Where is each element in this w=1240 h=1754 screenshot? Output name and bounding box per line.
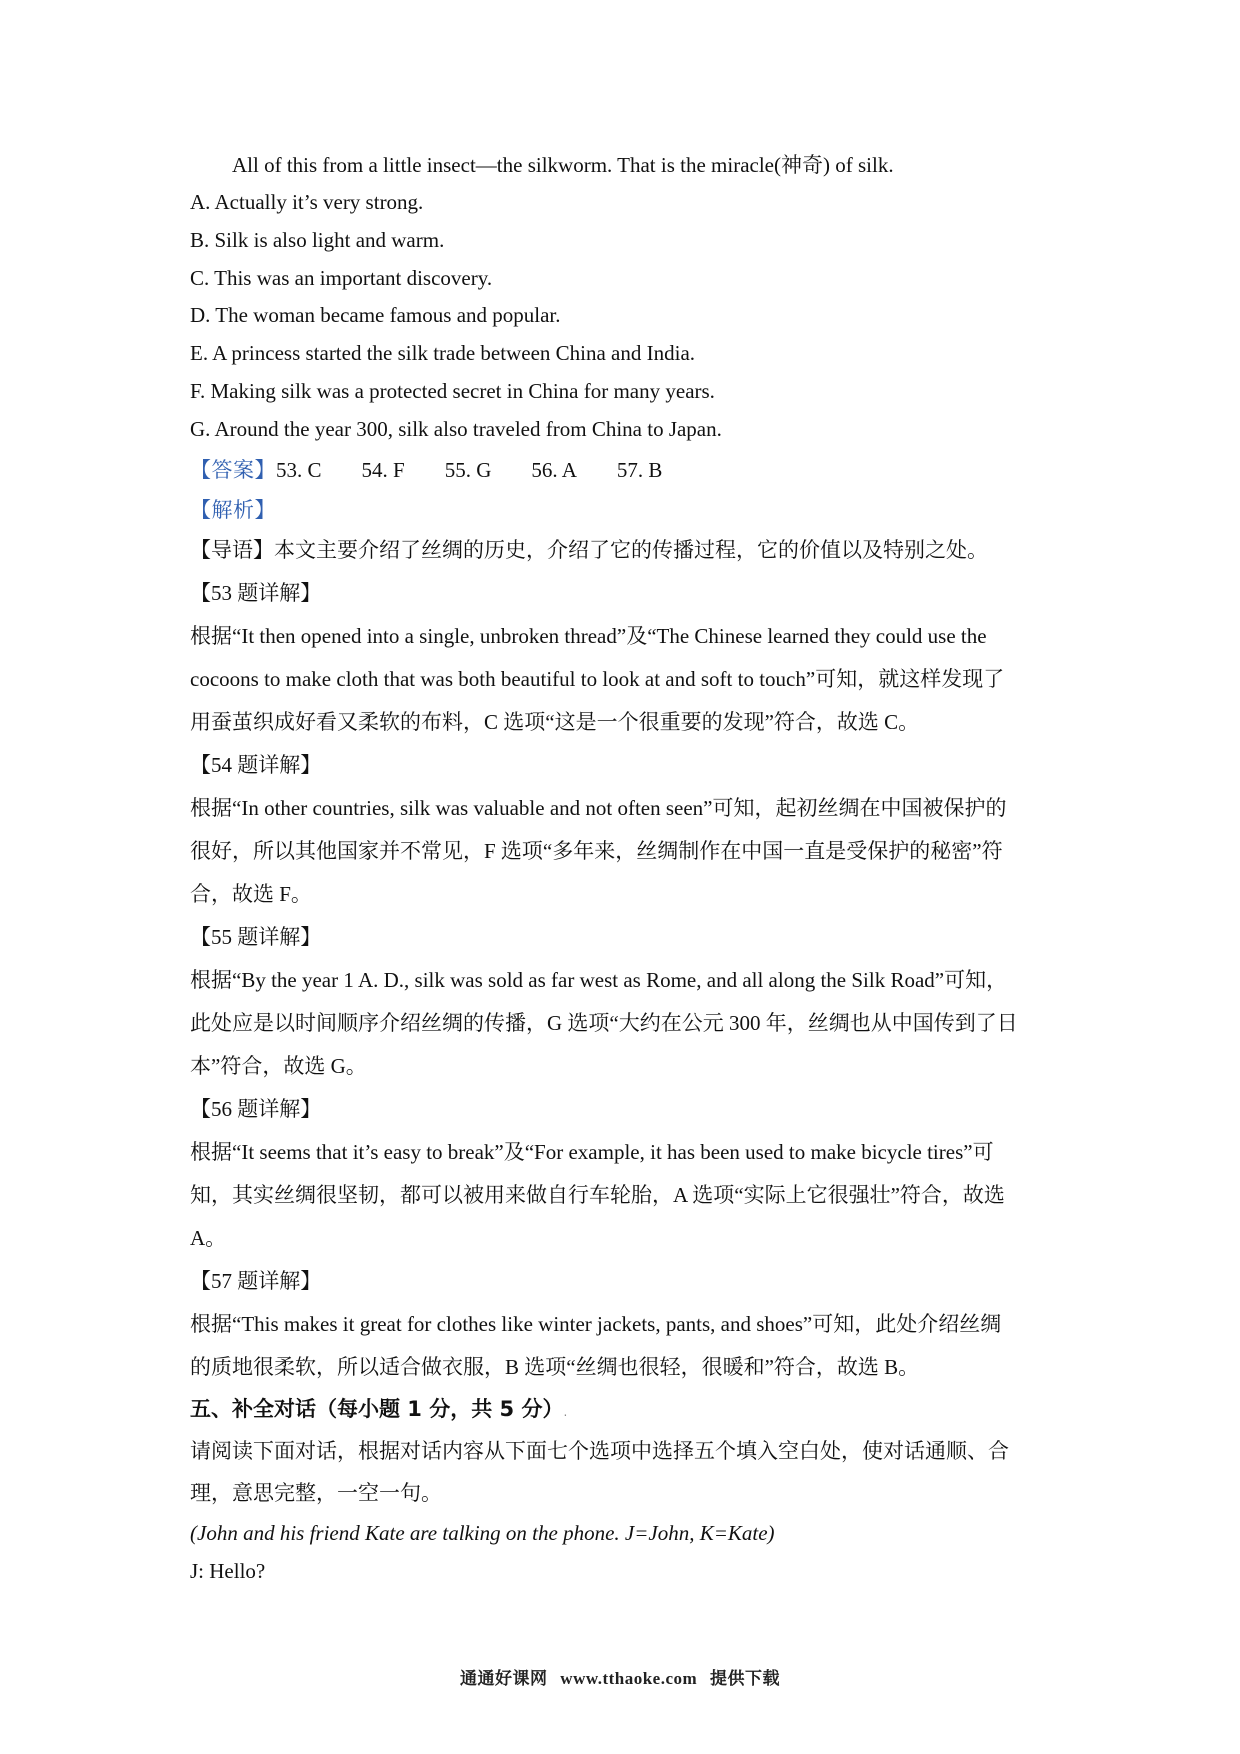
option-c: C. This was an important discovery.: [190, 265, 493, 290]
detail-text: 很好，所以其他国家并不常见，F 选项“多年来，丝绸制作在中国一直是受保护的秘密”符: [190, 838, 1003, 863]
detail-heading: 【53 题详解】: [190, 580, 322, 605]
footer-site: 通通好课网: [459, 1669, 548, 1689]
footer-url: www.tthaoke.com: [560, 1669, 698, 1688]
options-list: [190, 184, 1060, 449]
detail-text: 根据“It then opened into a single, unbroken thread”及“The Chinese learned they could use the: [190, 623, 987, 648]
section-title: [190, 1391, 1060, 1430]
detail-54: [190, 744, 1060, 916]
detail-text: 此处应是以时间顺序介绍丝绸的传播，G 选项“大约在公元 300 年，丝绸也从中国传到了日: [190, 1010, 1018, 1035]
guide-text: 【导语】本文主要介绍了丝绸的历史，介绍了它的传播过程，它的价值以及特别之处。: [190, 537, 988, 562]
option-b: B. Silk is also light and warm.: [190, 227, 445, 252]
detail-heading: 【57 题详解】: [190, 1268, 322, 1293]
section-title-dot: .: [563, 1404, 568, 1419]
passage-closing-line: All of this from a little insect—the silkworm. That is the miracle(神奇) of silk.: [232, 153, 894, 177]
detail-56: [190, 1088, 1060, 1260]
detail-heading: 【56 题详解】: [190, 1096, 322, 1121]
detail-57: [190, 1260, 1060, 1389]
detail-text: 根据“By the year 1 A. D., silk was sold as far west as Rome, and all along the Silk Road”可知，: [190, 967, 1008, 992]
detail-text: 用蚕茧织成好看又柔软的布料，C 选项“这是一个很重要的发现”符合，故选 C。: [190, 709, 920, 734]
footer-suffix: 提供下载: [710, 1669, 781, 1689]
detail-text: 知，其实丝绸很坚韧，都可以被用来做自行车轮胎，A 选项“实际上它很强壮”符合，故选: [190, 1182, 1005, 1207]
detail-text: 根据“This makes it great for clothes like winter jackets, pants, and shoes”可知，此处介绍丝绸: [190, 1311, 1002, 1336]
answer-label: 【答案】: [190, 457, 276, 482]
page-footer: [0, 1664, 1240, 1689]
detail-text: 根据“It seems that it’s easy to break”及“For example, it has been used to make bicycle tires”可: [190, 1139, 994, 1164]
detail-text: cocoons to make cloth that was both beautiful to look at and soft to touch”可知，就这样发现了: [190, 666, 1005, 691]
section-title-text: 五、补全对话（每小题 1 分，共 5 分）: [190, 1396, 564, 1421]
analysis-label: 【解析】: [190, 497, 276, 522]
detail-text: 合，故选 F。: [190, 881, 312, 906]
answer-item: 57. B: [616, 457, 663, 482]
answer-item: 53. C: [276, 457, 322, 482]
option-a: A. Actually it’s very strong.: [190, 190, 424, 214]
detail-53: [190, 572, 1060, 744]
answer-item: 55. G: [444, 457, 492, 482]
detail-text: 本”符合，故选 G。: [190, 1053, 367, 1078]
option-g: G. Around the year 300, silk also traveled from China to Japan.: [190, 416, 722, 441]
dialogue-context: (John and his friend Kate are talking on the phone. J=John, K=Kate): [190, 1520, 775, 1545]
dialogue-first-line: J: Hello?: [190, 1558, 266, 1583]
answer-item: 56. A: [531, 457, 577, 482]
detail-text: 的质地很柔软，所以适合做衣服，B 选项“丝绸也很轻，很暖和”符合，故选 B。: [190, 1354, 920, 1379]
detail-heading: 【55 题详解】: [190, 924, 322, 949]
detail-55: [190, 916, 1060, 1088]
answer-line: [190, 451, 1060, 489]
detail-text: 根据“In other countries, silk was valuable and not often seen”可知，起初丝绸在中国被保护的: [190, 795, 1007, 820]
answer-item: 54. F: [361, 457, 405, 482]
document-page: [190, 146, 1060, 1590]
option-e: E. A princess started the silk trade between China and India.: [190, 341, 696, 366]
detail-heading: 【54 题详解】: [190, 752, 322, 777]
detail-text: A。: [190, 1225, 227, 1250]
option-d: D. The woman became famous and popular.: [190, 303, 561, 328]
option-f: F. Making silk was a protected secret in China for many years.: [190, 378, 715, 403]
section-instructions: 理，意思完整，一空一句。: [190, 1480, 442, 1505]
section-instructions: 请阅读下面对话，根据对话内容从下面七个选项中选择五个填入空白处，使对话通顺、合: [190, 1438, 1009, 1463]
